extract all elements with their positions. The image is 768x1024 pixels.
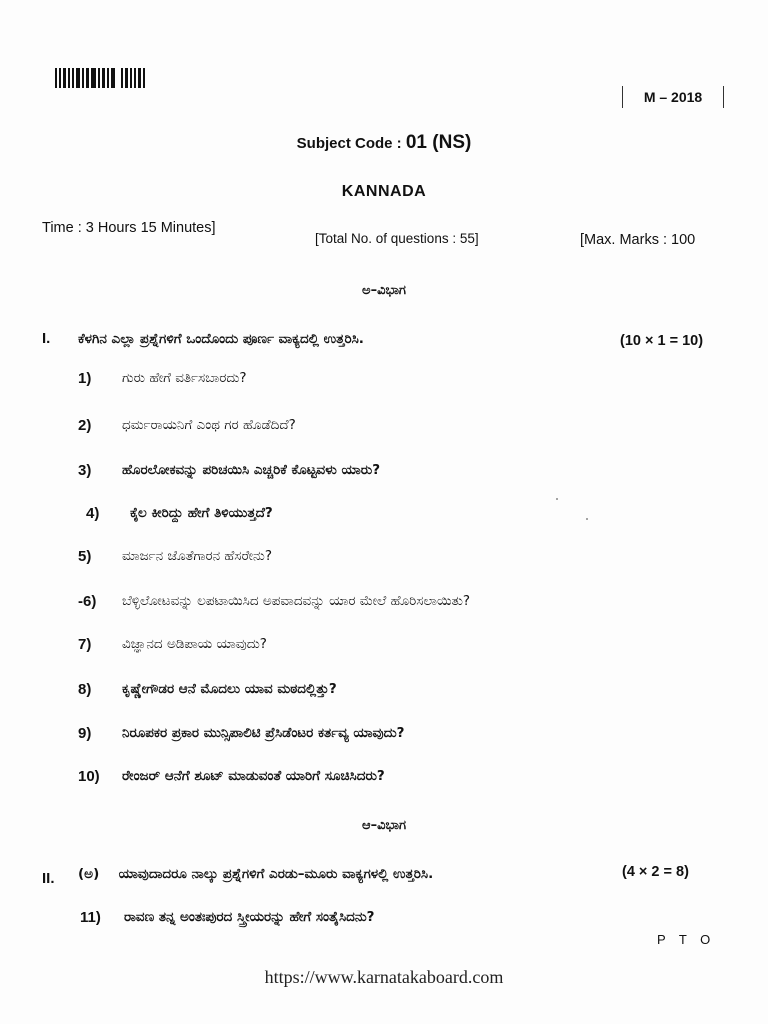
scan-speck (556, 498, 558, 500)
question-item-text: ರೇಂಜರ್ ಆನೆಗೆ ಶೂಟ್ ಮಾಡುವಂತೆ ಯಾರಿಗೆ ಸೂಚಿಸಿದರು? (122, 768, 385, 784)
question-item-number: 9) (78, 724, 92, 742)
subject-code-label: Subject Code : (296, 135, 402, 152)
question-item-number: 8) (78, 680, 92, 698)
question-item (80, 906, 374, 928)
question-item (78, 590, 470, 612)
question-item-text: ವಿಜ್ಞಾನದ ಅಡಿಪಾಯ ಯಾವುದು? (122, 636, 267, 652)
subject-code-value: 01 (NS) (405, 132, 472, 153)
question-item (78, 459, 380, 481)
question-item (86, 502, 273, 524)
question-item-number: -6) (78, 592, 97, 610)
question-item-number: 11) (80, 908, 101, 926)
question-number-2: II. (42, 870, 55, 887)
section-b-sub-label: (ಅ) (78, 866, 100, 882)
section-b-instruction-text: ಯಾವುದಾದರೂ ನಾಲ್ಕು ಪ್ರಶ್ನೆಗಳಿಗೆ ಎರಡು–ಮೂರು ವಾಕ್ಯಗಳಲ್ಲಿ ಉತ್ತರಿಸಿ. (118, 866, 434, 882)
question-item-number: 4) (86, 504, 100, 522)
question-item-text: ಮಾರ್ಜನ ಜೊತೆಗಾರನ ಹೆಸರೇನು? (122, 548, 272, 564)
question-item-text: ನಿರೂಪಕರ ಪ್ರಕಾರ ಮುನ್ಸಿಪಾಲಿಟಿ ಪ್ರೆಸಿಡೆಂಟರ ಕರ್ತವ್ಯ ಯಾವುದು? (122, 725, 405, 741)
section-b-heading: ಆ–ವಿಭಾಗ (362, 818, 406, 833)
question-item (78, 722, 404, 744)
section-a-marks: (10 × 1 = 10) (620, 333, 704, 349)
footer-website-link[interactable]: https://www.karnatakaboard.com (264, 967, 504, 987)
question-item-text: ಹೊರಲೋಕವನ್ನು ಪರಿಚಯಿಸಿ ಎಚ್ಚರಿಕೆ ಕೊಟ್ಟವಳು ಯಾರು? (122, 462, 381, 478)
question-item-text: ಕೈಲ ಕೀರಿದ್ದು ಹೇಗೆ ತಿಳಿಯುತ್ತದೆ? (130, 505, 273, 521)
question-item-number: 5) (78, 547, 92, 565)
question-item-text: ಕೃಷ್ಣೇಗೌಡರ ಆನೆ ಮೊದಲು ಯಾವ ಮಠದಲ್ಲಿತ್ತು? (122, 681, 337, 697)
question-item (78, 367, 247, 389)
scan-speck (586, 518, 588, 520)
max-marks: [Max. Marks : 100 (580, 232, 696, 248)
question-item-text: ಗುರು ಹೇಗೆ ವರ್ತಿಸಬಾರದು? (122, 370, 247, 386)
subject-code (0, 132, 768, 154)
section-b-marks: (4 × 2 = 8) (622, 864, 689, 880)
question-item (78, 633, 267, 655)
question-item-number: 3) (78, 461, 92, 479)
question-item-text: ಬೆಳ್ಳಿಲೋಟವನ್ನು ಲಪಟಾಯಿಸಿದ ಅಪವಾದವನ್ನು ಯಾರ ಮೇಲೆ ಹೊರಿಸಲಾಯಿತು? (122, 593, 471, 609)
question-item-number: 2) (78, 416, 92, 434)
question-item (78, 765, 385, 787)
question-item (78, 414, 296, 436)
page-turn-over: P T O (657, 932, 716, 947)
question-item-number: 7) (78, 635, 92, 653)
section-a-instruction: ಕೆಳಗಿನ ಎಲ್ಲಾ ಪ್ರಶ್ನೆಗಳಿಗೆ ಒಂದೊಂದು ಪೂರ್ಣ ವಾಕ್ಯದಲ್ಲಿ ಉತ್ತರಿಸಿ. (78, 331, 364, 347)
exam-duration: Time : 3 Hours 15 Minutes] (42, 220, 216, 236)
section-b-instruction (78, 866, 433, 882)
question-item (78, 678, 337, 700)
question-item-text: ಧರ್ಮರಾಯನಿಗೆ ಎಂಥ ಗರ ಹೊಡೆದಿದೆ? (122, 417, 296, 433)
question-item-number: 10) (78, 767, 100, 785)
section-a-heading: ಅ–ವಿಭಾಗ (362, 283, 406, 298)
question-item-text: ರಾವಣ ತನ್ನ ಅಂತಃಪುರದ ಸ್ತ್ರೀಯರನ್ನು ಹೇಗೆ ಸಂತೈಸಿದನು? (124, 909, 375, 925)
question-item-number: 1) (78, 369, 92, 387)
question-item (78, 545, 272, 567)
total-questions: [Total No. of questions : 55] (315, 231, 479, 246)
question-number-1: I. (42, 330, 51, 347)
exam-code-badge: M – 2018 (622, 86, 724, 108)
subject-title: KANNADA (341, 183, 427, 200)
barcode-image (55, 66, 147, 88)
